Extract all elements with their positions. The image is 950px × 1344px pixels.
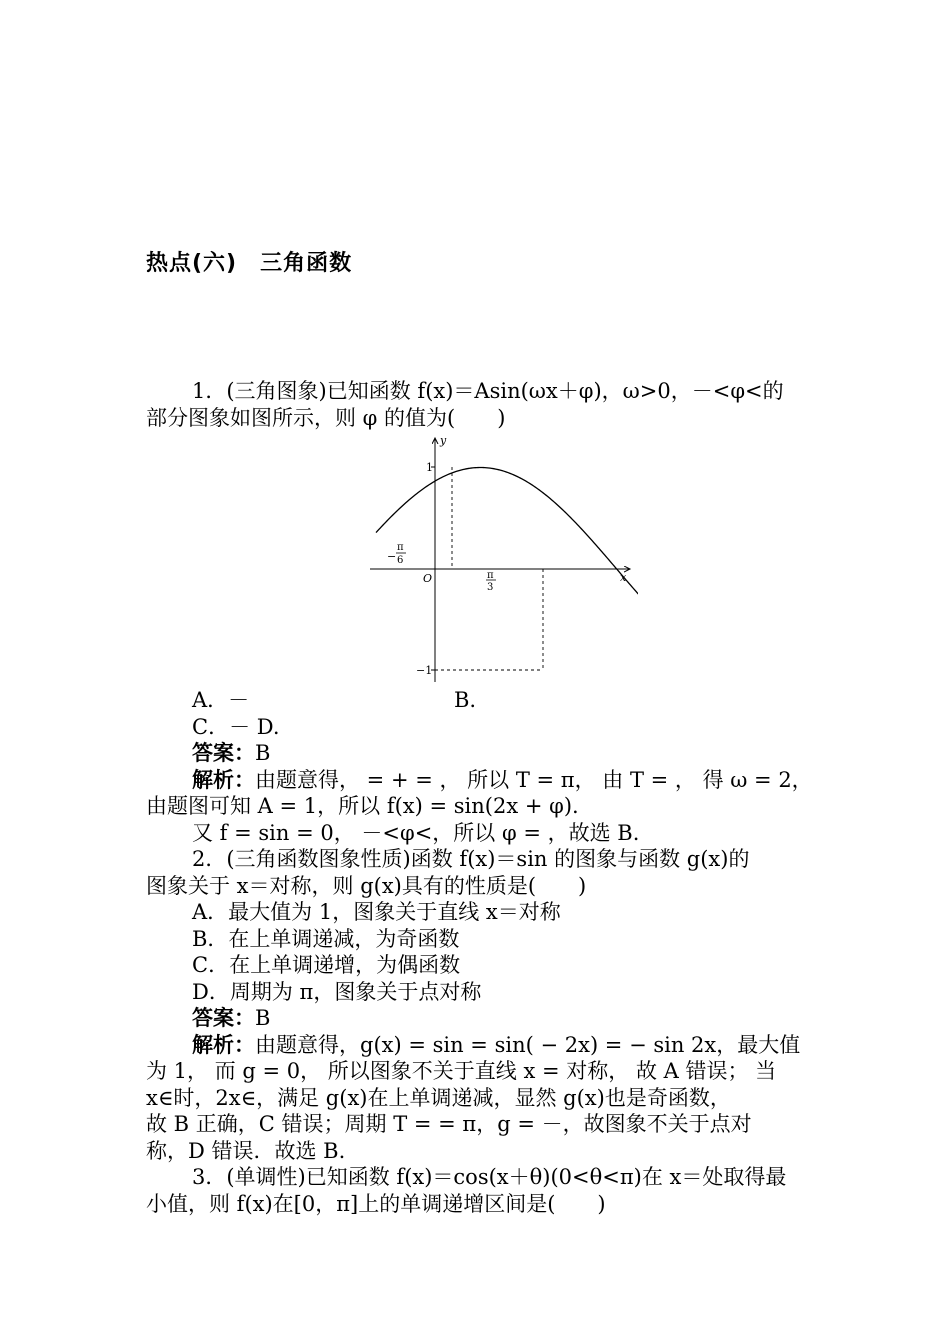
q3-stem-line2: 小值，则 f(x)在[0，π]上的单调递增区间是( ): [146, 1192, 606, 1216]
q2-analysis-line1: 解析：由题意得，g(x) = sin = sin( − 2x) = − sin 2x，最大值: [192, 1033, 801, 1057]
q2-analysis-line2: 为 1， 而 g = 0， 所以图象不关于直线 x = 对称， 故 A 错误； 当: [146, 1059, 777, 1083]
sine-graph-figure: [368, 432, 638, 687]
q2-analysis-line5: 称，D 错误．故选 B.: [146, 1139, 346, 1163]
q2-analysis-line3: x∈时，2x∈，满足 g(x)在上单调递减，显然 g(x)也是奇函数，: [146, 1086, 731, 1110]
neg-sign-label: −: [387, 550, 397, 563]
answer-label: 答案：: [192, 1006, 255, 1030]
pi-3-denominator: 3: [487, 582, 494, 593]
answer-value: B: [255, 1006, 271, 1030]
q2-option-a: A．最大值为 1，图象关于直线 x＝对称: [192, 900, 561, 924]
q1-analysis-line2: 由题图可知 A = 1，所以 f(x) = sin(2x + φ).: [146, 794, 579, 818]
q1-answer: [192, 740, 270, 766]
q2-stem-line2: 图象关于 x＝对称，则 g(x)具有的性质是( ): [146, 874, 587, 898]
q1-analysis-line3: 又 f = sin = 0， －<φ<，所以 φ = ，故选 B.: [192, 821, 640, 845]
q1-stem-line2: 部分图象如图所示，则 φ 的值为( ): [146, 406, 506, 430]
neg-pi-6-numerator: π: [397, 542, 404, 553]
neg-pi-6-denominator: 6: [397, 555, 404, 566]
analysis-label: 解析：: [192, 768, 255, 792]
q1-option-b: B.: [454, 688, 477, 712]
q1-option-cd: C．－ D.: [192, 715, 280, 739]
q1-stem-line1: 1．(三角图象)已知函数 f(x)＝Asin(ωx＋φ)，ω>0，－<φ<的: [192, 379, 784, 403]
answer-label: 答案：: [192, 741, 255, 765]
q2-answer: [192, 1005, 270, 1031]
y-axis-label: y: [440, 434, 447, 447]
section-title: 热点(六) 三角函数: [146, 251, 353, 276]
q1-analysis-line1: 解析：由题意得， = + = ， 所以 T = π， 由 T = ， 得 ω = 2，: [192, 768, 813, 792]
q3-stem-line1: 3．(单调性)已知函数 f(x)＝cos(x＋θ)(0<θ<π)在 x＝处取得最: [192, 1165, 787, 1189]
q2-option-b: B．在上单调递减，为奇函数: [192, 927, 460, 951]
origin-label: O: [423, 572, 433, 585]
pi-3-numerator: π: [487, 570, 494, 581]
y-max-label: 1: [426, 461, 433, 474]
q2-option-d: D．周期为 π，图象关于点对称: [192, 980, 482, 1004]
q2-analysis-line4: 故 B 正确，C 错误；周期 T = = π，g = －，故图象不关于点对: [146, 1112, 752, 1136]
y-min-label: −1: [416, 664, 433, 677]
q1-option-a: A．－: [192, 688, 250, 712]
analysis-label: 解析：: [192, 1033, 255, 1057]
answer-value: B: [255, 741, 271, 765]
sine-curve: [376, 468, 638, 633]
x-axis-label: x: [620, 571, 627, 584]
q2-stem-line1: 2．(三角函数图象性质)函数 f(x)＝sin 的图象与函数 g(x)的: [192, 847, 750, 871]
q2-option-c: C．在上单调递增，为偶函数: [192, 953, 461, 977]
